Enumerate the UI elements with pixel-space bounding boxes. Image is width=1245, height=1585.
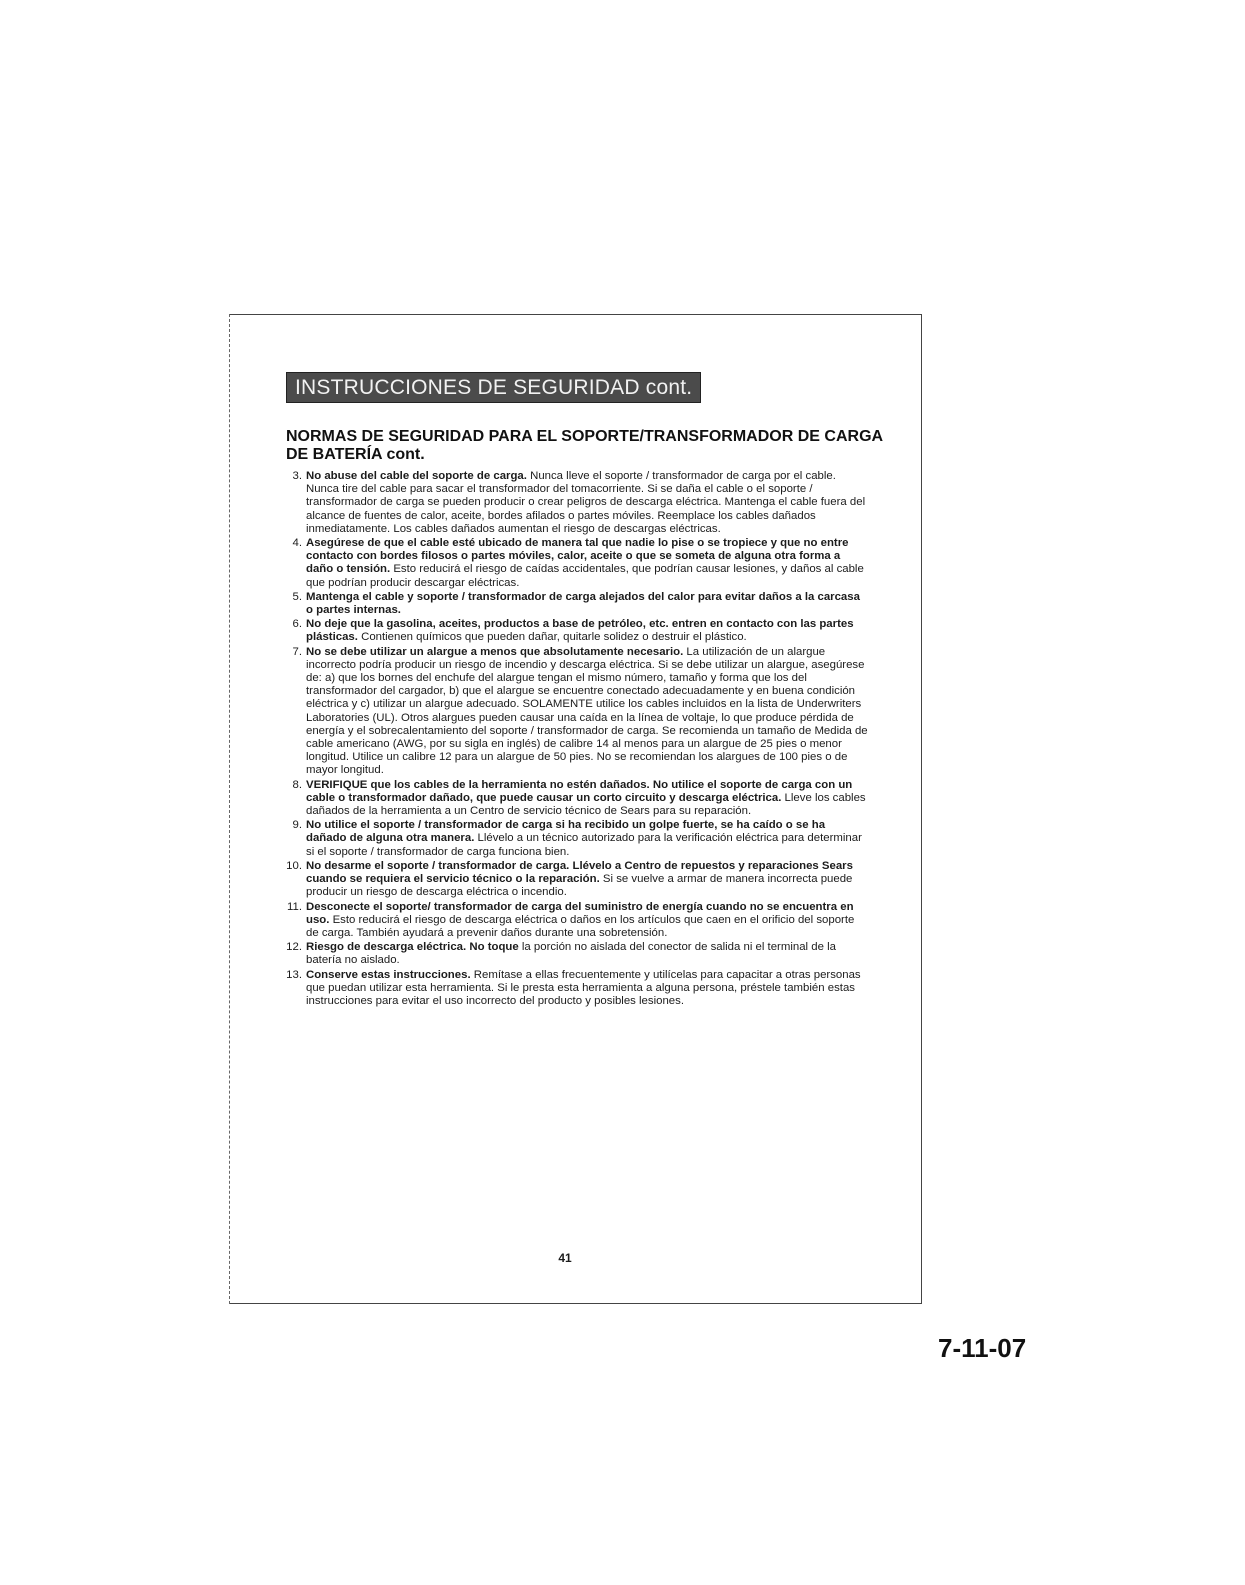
list-item xyxy=(286,941,868,967)
item-text: la porción no aislada del conector de salida ni el terminal de la batería no aislado. xyxy=(306,941,836,967)
list-item xyxy=(286,591,868,617)
item-text: Remítase a ellas frecuentemente y utilícelas para capacitar a otras personas que puedan utilizar esta herramienta. Si le presta esta herramienta a alguna persona, préstele también estas instrucciones para evitar el uso incorrecto del producto y posibles lesiones. xyxy=(306,968,861,1007)
item-text: La utilización de un alargue incorrecto podría producir un riesgo de incendio y descarga eléctrica. Si se debe utilizar un alargue, asegúrese de: a) que los bornes del enchufe del alargue tengan el mismo número, tamaño y forma que los del transformador del cargador, b) que el alargue se encuentre conectado adecuadamente y en buena condición eléctrica y c) utilizar un alargue adecuado. SOLAMENTE utilice los cables incluidos en la lista de Underwriters Laboratories (UL). Otros alargues pueden causar una caída en la línea de voltaje, lo que produce pérdida de energía y el sobrecalentamiento del soporte / transformador de carga. Se recomienda un tamaño de Medida de cable americano (AWG, por su sigla en inglés) de calibre 14 al menos para un alargue de 25 pies o menor longitud. Utilice un calibre 12 para un alargue de 50 pies. No se recomiendan los alargues de 100 pies o de mayor longitud. xyxy=(306,645,868,777)
item-number: 3. xyxy=(292,470,302,482)
section-heading: NORMAS DE SEGURIDAD PARA EL SOPORTE/TRANSFORMADOR DE CARGA DE BATERÍA cont. xyxy=(286,428,883,463)
item-number: 9. xyxy=(292,819,302,832)
item-bold-text: Riesgo de descarga eléctrica. No toque xyxy=(306,941,519,954)
page-number: 41 xyxy=(558,1251,572,1265)
page-left-edge xyxy=(229,314,232,1304)
list-item xyxy=(286,819,868,859)
item-text: Nunca lleve el soporte / transformador de carga por el cable. Nunca tire del cable para sacar el transformador del tomacorriente. Si se daña el cable o el soporte / transformador de carga se pueden producir o crear peligros de descarga eléctrica. Mantenga el cable fuera del alcance de fuentes de calor, aceite, bordes afilados o partes móviles. Reemplace los cables dañados inmediatamente. Los cables dañados aumentan el riesgo de descargas eléctricas. xyxy=(306,470,866,535)
item-bold-text: No utilice el soporte / transformador de carga si ha recibido un golpe fuerte, se ha caído o se ha dañado de alguna otra manera. xyxy=(306,819,826,845)
item-bold-text: VERIFIQUE que los cables de la herramienta no estén dañados. No utilice el soporte de carga con un cable o transformador dañado, que puede causar un corto circuito y descarga eléctrica. xyxy=(306,778,853,804)
item-bold-text: Asegúrese de que el cable esté ubicado de manera tal que nadie lo pise o se tropiece y que no entre contacto con bordes filosos o partes móviles, calor, aceite o que se someta de alguna otra forma a daño o tensión. xyxy=(306,537,849,576)
list-item xyxy=(286,901,868,941)
item-text: Llévelo a un técnico autorizado para la verificación eléctrica para determinar si el soporte / transformador de carga funciona bien. xyxy=(306,832,862,858)
item-bold-text: Mantenga el cable y soporte / transformador de carga alejados del calor para evitar daños a la carcasa o partes internas. xyxy=(306,590,860,617)
item-text: Esto reducirá el riesgo de descarga eléctrica o daños en los artículos que caen en el orificio del soporte de carga. También ayudará a prevenir daños durante una sobretensión. xyxy=(306,913,855,939)
item-number: 5. xyxy=(292,590,302,603)
list-item xyxy=(286,969,868,1009)
list-item xyxy=(286,646,868,778)
item-number: 13. xyxy=(286,968,302,981)
list-item xyxy=(286,618,868,644)
item-number: 10. xyxy=(286,859,302,872)
item-bold-text: No se debe utilizar un alargue a menos que absolutamente necesario. xyxy=(306,645,684,658)
list-item xyxy=(286,537,868,590)
item-number: 11. xyxy=(287,900,302,913)
item-text: Si se vuelve a armar de manera incorrecta puede producir un riesgo de descarga eléctrica o incendio. xyxy=(306,873,853,899)
item-bold-text: No deje que la gasolina, aceites, productos a base de petróleo, etc. entren en contacto con las partes plásticas. xyxy=(306,618,854,644)
date-stamp: 7-11-07 xyxy=(938,1333,1027,1363)
item-text: Contienen químicos que pueden dañar, quitarle solidez o destruir el plástico. xyxy=(357,631,747,644)
item-bold-text: Desconecte el soporte/ transformador de carga del suministro de energía cuando no se encuentra en uso. xyxy=(306,900,854,926)
item-number: 8. xyxy=(292,778,302,791)
item-number: 6. xyxy=(292,618,302,631)
item-number: 7. xyxy=(292,645,302,658)
list-item xyxy=(286,470,868,536)
item-bold-text: No abuse del cable del soporte de carga. xyxy=(306,470,527,482)
item-text: Lleve los cables dañados de la herramienta a un Centro de servicio técnico de Sears para su reparación. xyxy=(306,791,866,818)
item-number: 12. xyxy=(286,941,302,954)
item-bold-text: Conserve estas instrucciones. xyxy=(306,968,471,981)
safety-rules-list xyxy=(286,470,868,1009)
section-banner-title: INSTRUCCIONES DE SEGURIDAD cont. xyxy=(295,375,693,399)
item-bold-text: No desarme el soporte / transformador de carga. Llévelo a Centro de repuestos y reparaciones Sears cuando se requiera el servicio técnico o la reparación. xyxy=(306,859,853,886)
list-item xyxy=(286,779,868,819)
list-item xyxy=(286,860,868,900)
section-banner xyxy=(286,372,701,403)
item-number: 4. xyxy=(292,537,302,550)
item-text: Esto reducirá el riesgo de caídas accidentales, que podrían causar lesiones, y daños al cable que podrían producir descargar eléctricas. xyxy=(306,563,864,589)
